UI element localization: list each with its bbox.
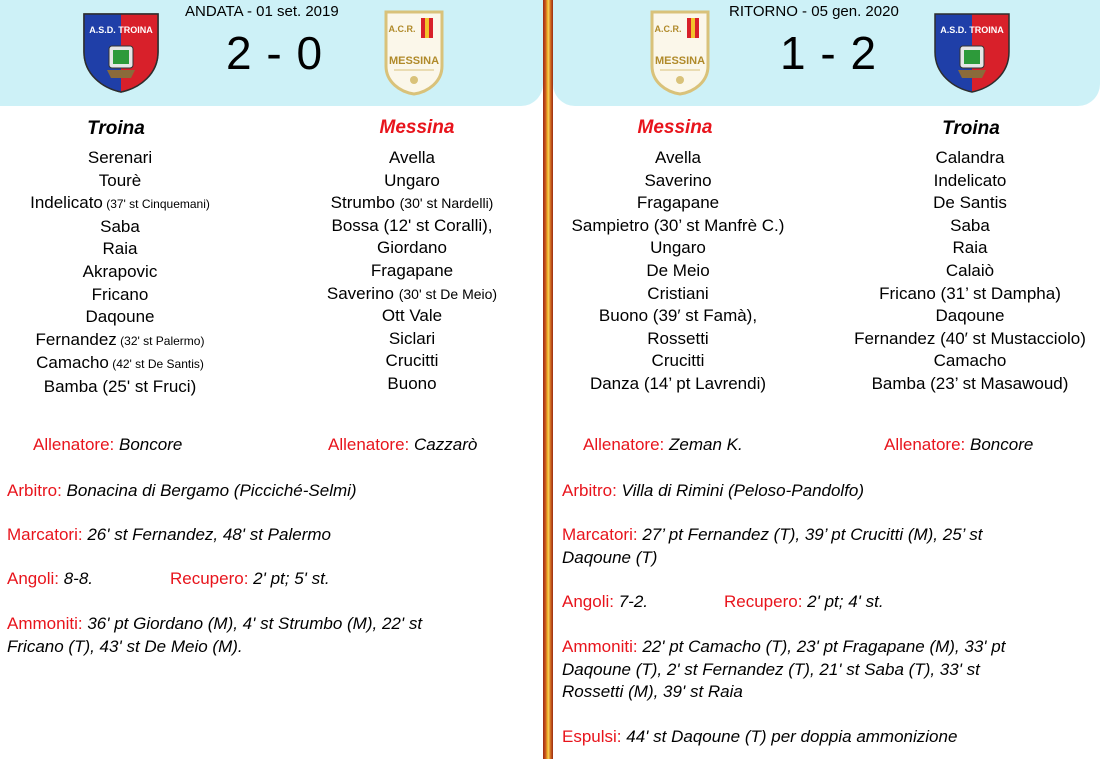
andata-home-coach (33, 435, 182, 455)
troina-logo (929, 8, 1015, 94)
player-name: Buono (39′ st Famà), (598, 306, 758, 326)
ritorno-away-lineup (835, 147, 1100, 396)
referee-value: Bonacina di Bergamo (Picciché-Selmi) (66, 481, 357, 500)
ritorno-away-name: Troina (942, 118, 1000, 139)
player-name: Saba (100, 216, 140, 236)
recovery-label: Recupero: (170, 569, 249, 588)
player-name: Indelicato (933, 170, 1007, 190)
bookings-line: Rossetti (M), 39' st Raia (562, 682, 743, 702)
player-name: Tourè (98, 170, 142, 190)
player-name: Saba (950, 215, 990, 235)
ritorno-section (553, 0, 1100, 759)
player-name: Cristiani (647, 283, 709, 303)
player-row (0, 170, 255, 193)
messina-logo (648, 8, 712, 96)
player-name: Fragapane (636, 193, 720, 213)
player-row (0, 261, 255, 284)
andata-home-name: Troina (87, 118, 145, 139)
player-row (543, 192, 813, 215)
player-name: Daqoune (85, 307, 155, 327)
player-substitution: (37' st Cinquemani) (102, 197, 210, 212)
andata-referee (7, 480, 357, 503)
player-name: Fricano (91, 284, 149, 304)
recovery-label: Recupero: (724, 592, 803, 611)
player-name: Bamba (23’ st Masawoud) (871, 373, 1069, 393)
player-name: Calandra (935, 148, 1005, 167)
player-row (0, 376, 255, 399)
player-row (835, 305, 1100, 328)
player-name: Serenari (87, 148, 153, 167)
player-row (277, 170, 547, 193)
player-substitution: (42' st De Santis) (108, 357, 204, 372)
player-name: Ungaro (384, 170, 440, 190)
coach-name: Cazzarò (414, 435, 478, 454)
player-row (835, 260, 1100, 283)
player-name: Raia (952, 238, 988, 258)
player-name: Calaiò (945, 260, 995, 280)
player-name: Sampietro (30’ st Manfrè C.) (571, 215, 785, 235)
player-name: Camacho (36, 353, 109, 373)
player-row (543, 373, 813, 396)
ritorno-label: RITORNO - 05 gen. 2020 (729, 3, 899, 20)
coach-name: Boncore (119, 435, 183, 454)
scorers-value: 26' st Fernandez, 48' st Palermo (87, 525, 331, 544)
player-name: Ungaro (650, 238, 706, 258)
messina-logo (382, 8, 446, 96)
messina-logo-top: A.C.R. (388, 24, 416, 34)
player-name: De Meio (646, 260, 710, 280)
player-name: Danza (14’ pt Lavrendi) (589, 373, 767, 393)
bookings-line: Daqoune (T), 2' st Fernandez (T), 21' st Saba (T), 33' st (562, 659, 980, 679)
player-name: Fernandez (35, 329, 117, 349)
coach-name: Zeman K. (669, 435, 743, 454)
player-row (0, 284, 255, 307)
scorers-line: Daqoune (T) (562, 547, 658, 567)
player-row (0, 329, 255, 353)
expelled-label: Espulsi: (562, 727, 622, 746)
bookings-label: Ammoniti: (7, 614, 83, 633)
player-row (835, 373, 1100, 396)
player-row (277, 215, 547, 238)
player-name: Buono (387, 373, 437, 393)
player-name: Saverino (644, 170, 712, 190)
recovery-value: 2' pt; 5' st. (253, 569, 330, 588)
corners-value: 8-8. (63, 569, 94, 588)
player-row (277, 192, 547, 215)
player-row (543, 305, 813, 328)
player-name: Indelicato (30, 193, 103, 213)
bookings-label: Ammoniti: (562, 637, 638, 656)
player-name: Bamba (25' st Fruci) (43, 376, 197, 396)
player-row (835, 215, 1100, 238)
ritorno-home-coach (583, 435, 743, 455)
player-row (543, 215, 813, 238)
andata-section (0, 0, 543, 759)
messina-logo-top: A.C.R. (654, 24, 682, 34)
expelled-value: 44' st Daqoune (T) per doppia ammonizione (626, 727, 958, 746)
player-row (543, 147, 813, 170)
player-name: Crucitti (651, 351, 705, 371)
troina-logo (78, 8, 164, 94)
scorers-label: Marcatori: (562, 525, 638, 544)
coach-label: Allenatore: (884, 435, 966, 454)
messina-logo-text: MESSINA (654, 55, 706, 67)
ritorno-scorers (562, 524, 982, 569)
ritorno-referee (562, 480, 864, 503)
player-name: De Santis (933, 193, 1007, 213)
player-name: Camacho (933, 351, 1007, 371)
ritorno-away-coach (884, 435, 1033, 455)
player-row (543, 260, 813, 283)
player-name: Avella (655, 148, 701, 167)
player-row (835, 350, 1100, 373)
andata-recovery (170, 568, 330, 591)
player-name: Daqoune (935, 306, 1005, 326)
player-name: Fragapane (370, 260, 454, 280)
player-row (277, 305, 547, 328)
player-row (277, 350, 547, 373)
andata-away-name: Messina (379, 117, 455, 138)
referee-label: Arbitro: (562, 481, 617, 500)
player-row (0, 147, 255, 170)
bookings-line: 22' pt Camacho (T), 23' pt Fragapane (M), 33' pt (642, 637, 1006, 656)
andata-away-coach (328, 435, 477, 455)
ritorno-corners (562, 591, 648, 614)
player-row (835, 170, 1100, 193)
player-name: Raia (102, 239, 138, 259)
player-row (835, 328, 1100, 351)
player-row (0, 216, 255, 239)
referee-label: Arbitro: (7, 481, 62, 500)
player-substitution: (32' st Palermo) (116, 333, 205, 348)
scorers-line: 27’ pt Fernandez (T), 39’ pt Crucitti (M), 25’ st (642, 525, 983, 544)
ritorno-score: 1 - 2 (780, 27, 878, 79)
player-row (0, 238, 255, 261)
recovery-value: 2' pt; 4' st. (807, 592, 884, 611)
player-name: Fricano (31’ st Dampha) (879, 283, 1061, 303)
player-row (277, 373, 547, 396)
andata-label: ANDATA - 01 set. 2019 (185, 3, 339, 20)
scorers-label: Marcatori: (7, 525, 83, 544)
player-name: Akrapovic (82, 261, 158, 281)
player-name: Saverino (326, 283, 399, 303)
player-row (0, 306, 255, 329)
messina-logo-text: MESSINA (388, 55, 440, 67)
andata-bookings (7, 613, 422, 658)
player-row (0, 352, 255, 376)
ritorno-home-name: Messina (637, 117, 713, 138)
player-name: Fernandez (40′ st Mustacciolo) (854, 328, 1086, 348)
player-row (835, 283, 1100, 306)
andata-score: 2 - 0 (226, 27, 324, 79)
andata-scorers (7, 524, 331, 547)
andata-away-lineup (277, 147, 547, 396)
player-name: Bossa (12' st Coralli), (331, 215, 493, 235)
corners-value: 7-2. (618, 592, 649, 611)
player-name: Crucitti (385, 351, 439, 371)
corners-label: Angoli: (562, 592, 614, 611)
player-row (277, 283, 547, 306)
coach-label: Allenatore: (583, 435, 665, 454)
player-row (0, 192, 255, 216)
ritorno-bookings (562, 636, 1005, 704)
player-row (835, 192, 1100, 215)
coach-name: Boncore (970, 435, 1034, 454)
troina-logo-text: A.S.D. TROINA (940, 25, 1004, 35)
ritorno-expelled (562, 726, 957, 749)
player-row (543, 350, 813, 373)
player-row (835, 147, 1100, 170)
player-substitution: (30' st Nardelli) (399, 195, 494, 212)
ritorno-recovery (724, 591, 884, 614)
andata-home-lineup (0, 147, 255, 399)
troina-logo-text: A.S.D. TROINA (89, 25, 153, 35)
player-row (277, 147, 547, 170)
bookings-line: 36' pt Giordano (M), 4' st Strumbo (M), 22' st (87, 614, 423, 633)
player-row (543, 283, 813, 306)
player-name: Strumbo (330, 193, 400, 213)
player-row (543, 328, 813, 351)
player-name: Giordano (377, 238, 447, 258)
player-row (835, 237, 1100, 260)
referee-value: Villa di Rimini (Peloso-Pandolfo) (621, 481, 865, 500)
coach-label: Allenatore: (33, 435, 115, 454)
corners-label: Angoli: (7, 569, 59, 588)
player-row (543, 170, 813, 193)
player-name: Siclari (388, 328, 436, 348)
bookings-line: Fricano (T), 43' st De Meio (M). (7, 636, 243, 656)
player-row (277, 237, 547, 260)
andata-corners (7, 568, 93, 591)
player-row (277, 260, 547, 283)
player-name: Rossetti (647, 328, 709, 348)
player-name: Ott Vale (381, 306, 443, 326)
player-substitution: (30' st De Meio) (398, 285, 498, 302)
coach-label: Allenatore: (328, 435, 410, 454)
player-name: Avella (389, 148, 435, 167)
player-row (543, 237, 813, 260)
ritorno-home-lineup (543, 147, 813, 396)
player-row (277, 328, 547, 351)
